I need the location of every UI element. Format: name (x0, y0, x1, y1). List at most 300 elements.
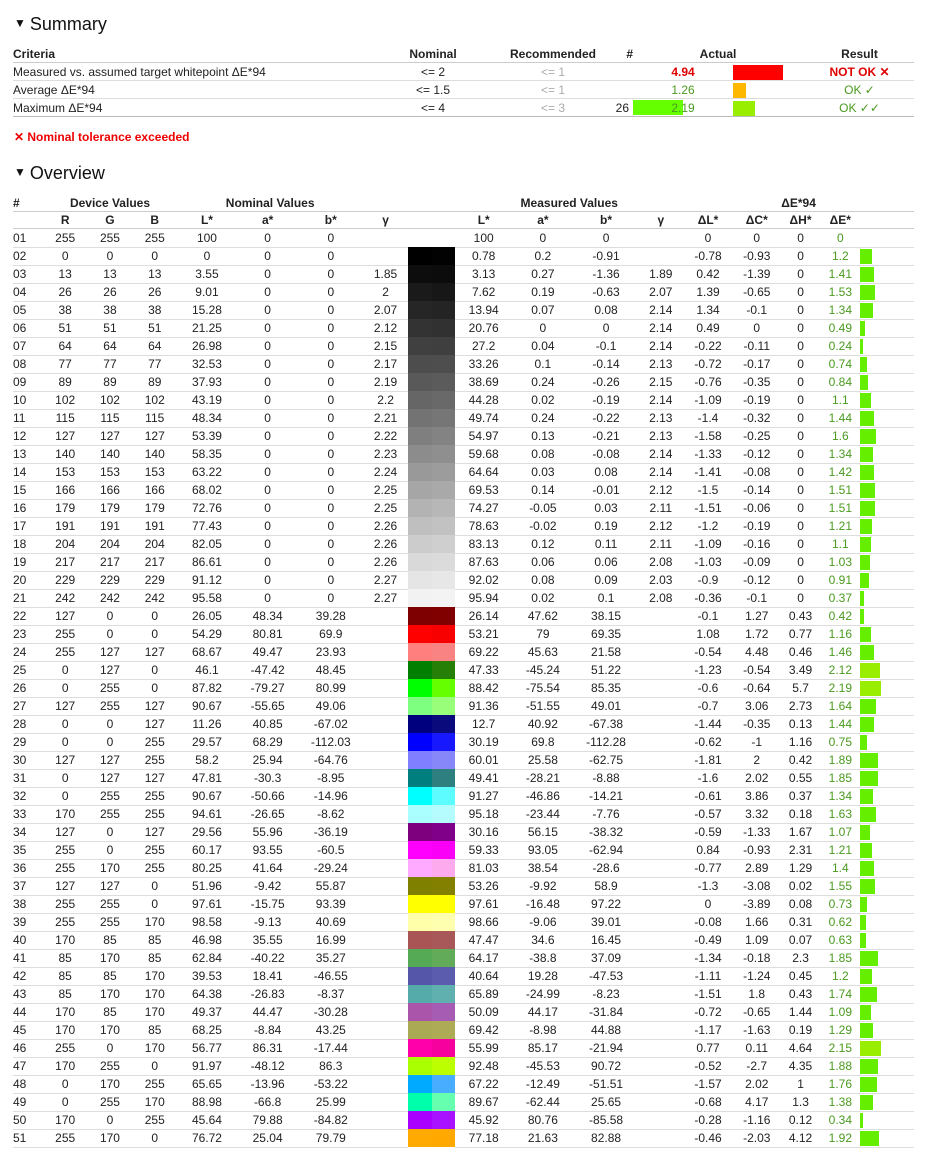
delta-E: 0.84 (820, 373, 860, 391)
measured-L: 7.62 (455, 283, 512, 301)
row-number: 42 (13, 967, 43, 985)
delta-e-bar-cell (860, 229, 914, 248)
measured-L: 50.09 (455, 1003, 512, 1021)
measured-a: -0.05 (512, 499, 574, 517)
collapse-triangle-icon: ▼ (14, 165, 26, 179)
measured-b: -8.23 (574, 985, 639, 1003)
overview-column-header-row (13, 212, 914, 229)
measured-gamma (638, 1039, 683, 1057)
nominal-b: 43.25 (298, 1021, 363, 1039)
nominal-b: 93.39 (298, 895, 363, 913)
measured-gamma (638, 769, 683, 787)
nominal-gamma: 2.21 (363, 409, 408, 427)
delta-H: 0 (781, 517, 821, 535)
nominal-gamma (363, 625, 408, 643)
summary-heading[interactable]: ▼ Summary (14, 14, 107, 34)
delta-E: 0.24 (820, 337, 860, 355)
nominal-gamma (363, 967, 408, 985)
nominal-swatch (408, 931, 432, 949)
delta-H: 0 (781, 409, 821, 427)
nominal-L: 91.97 (177, 1057, 237, 1075)
device-B: 255 (132, 1111, 177, 1129)
measured-b: -0.1 (574, 337, 639, 355)
device-G: 85 (88, 931, 133, 949)
delta-E: 0.75 (820, 733, 860, 751)
measured-swatch (432, 859, 456, 877)
device-R: 77 (43, 355, 88, 373)
delta-C: -0.65 (733, 1003, 781, 1021)
nominal-b: -64.76 (298, 751, 363, 769)
nominal-L: 32.53 (177, 355, 237, 373)
row-number: 25 (13, 661, 43, 679)
row-number: 12 (13, 427, 43, 445)
nominal-b: -17.44 (298, 1039, 363, 1057)
overview-row (13, 679, 914, 697)
delta-e-bar-cell (860, 787, 914, 805)
measured-gamma: 2.12 (638, 517, 683, 535)
nominal-b: 35.27 (298, 949, 363, 967)
device-B: 0 (132, 895, 177, 913)
measured-gamma (638, 229, 683, 248)
delta-L: -0.62 (683, 733, 733, 751)
delta-E: 0 (820, 229, 860, 248)
measured-L: 91.27 (455, 787, 512, 805)
nominal-L: 29.56 (177, 823, 237, 841)
delta-e-bar-cell (860, 913, 914, 931)
device-B: 127 (132, 823, 177, 841)
count-cell: 26 (603, 99, 633, 117)
nominal-a: -47.42 (237, 661, 299, 679)
delta-e-bar-cell (860, 1129, 914, 1147)
device-R: 153 (43, 463, 88, 481)
col-B: B (132, 212, 177, 229)
delta-e-bar (860, 609, 864, 624)
measured-gamma (638, 895, 683, 913)
nominal-b: -14.96 (298, 787, 363, 805)
device-B: 13 (132, 265, 177, 283)
device-B: 255 (132, 733, 177, 751)
measured-b: 58.9 (574, 877, 639, 895)
delta-e-bar-cell (860, 697, 914, 715)
delta-L: 1.34 (683, 301, 733, 319)
delta-e-bar (860, 1023, 872, 1038)
nominal-b: 86.3 (298, 1057, 363, 1075)
measured-swatch (432, 1111, 456, 1129)
delta-H: 0 (781, 319, 821, 337)
nominal-swatch (408, 679, 432, 697)
delta-e-bar-cell (860, 661, 914, 679)
count-cell (603, 81, 633, 99)
row-number: 45 (13, 1021, 43, 1039)
summary-row (13, 99, 914, 117)
device-R: 170 (43, 931, 88, 949)
measured-a: 38.54 (512, 859, 574, 877)
nominal-swatch (408, 337, 432, 355)
delta-H: 0 (781, 499, 821, 517)
delta-H: 0 (781, 229, 821, 248)
actual-bar-cell (733, 63, 783, 81)
measured-b: 0 (574, 229, 639, 248)
measured-L: 64.17 (455, 949, 512, 967)
nominal-L: 68.67 (177, 643, 237, 661)
nominal-a: 0 (237, 499, 299, 517)
delta-L: -1.11 (683, 967, 733, 985)
col-measured-a: a* (512, 212, 574, 229)
measured-b: -21.94 (574, 1039, 639, 1057)
overview-row (13, 463, 914, 481)
nominal-gamma (363, 805, 408, 823)
overview-heading[interactable]: ▼ Overview (14, 163, 105, 183)
nominal-gamma (363, 751, 408, 769)
actual-header: Actual (633, 45, 783, 63)
nominal-a: 0 (237, 409, 299, 427)
measured-a: -51.55 (512, 697, 574, 715)
nominal-a: -48.12 (237, 1057, 299, 1075)
device-G: 85 (88, 967, 133, 985)
overview-row (13, 1021, 914, 1039)
delta-e-bar (860, 951, 878, 966)
measured-b: -0.14 (574, 355, 639, 373)
delta-e-bar-cell (860, 643, 914, 661)
measured-a: 0.2 (512, 247, 574, 265)
delta-E: 1.88 (820, 1057, 860, 1075)
measured-swatch (432, 625, 456, 643)
measured-gamma (638, 787, 683, 805)
delta-H: 0 (781, 283, 821, 301)
nominal-a: 0 (237, 553, 299, 571)
nominal-gamma: 2.27 (363, 571, 408, 589)
nominal-gamma (363, 877, 408, 895)
measured-gamma (638, 931, 683, 949)
overview-row (13, 877, 914, 895)
delta-H: 0 (781, 265, 821, 283)
criteria-header: Criteria (13, 45, 363, 63)
delta-L: -1.41 (683, 463, 733, 481)
delta-e-bar (860, 1059, 878, 1074)
delta-C: 1.8 (733, 985, 781, 1003)
delta-E: 1.53 (820, 283, 860, 301)
nominal-header: Nominal (363, 45, 503, 63)
col-b: b* (298, 212, 363, 229)
delta-C: -0.16 (733, 535, 781, 553)
recommended-cell: <= 1 (503, 81, 603, 99)
nominal-a: 49.47 (237, 643, 299, 661)
device-R: 0 (43, 1093, 88, 1111)
device-G: 13 (88, 265, 133, 283)
measured-L: 3.13 (455, 265, 512, 283)
delta-e-bar-cell (860, 373, 914, 391)
delta-C: -0.1 (733, 301, 781, 319)
delta-e-bar (860, 1131, 878, 1146)
delta-E: 1.07 (820, 823, 860, 841)
nominal-b: -53.22 (298, 1075, 363, 1093)
nominal-b: 0 (298, 337, 363, 355)
delta-e-bar-cell (860, 337, 914, 355)
device-R: 0 (43, 787, 88, 805)
delta-E: 1.46 (820, 643, 860, 661)
delta-E: 0.34 (820, 1111, 860, 1129)
delta-L: 0 (683, 895, 733, 913)
row-number: 05 (13, 301, 43, 319)
device-B: 0 (132, 247, 177, 265)
device-B: 166 (132, 481, 177, 499)
delta-H: 0.08 (781, 895, 821, 913)
device-R: 127 (43, 877, 88, 895)
delta-C: -0.64 (733, 679, 781, 697)
device-R: 127 (43, 823, 88, 841)
nominal-a: 0 (237, 391, 299, 409)
row-number: 22 (13, 607, 43, 625)
delta-C: 2.02 (733, 769, 781, 787)
measured-a: -16.48 (512, 895, 574, 913)
delta-e-bar-cell (860, 319, 914, 337)
delta-e-bar (860, 753, 878, 768)
delta-C: 2.89 (733, 859, 781, 877)
delta-H: 3.49 (781, 661, 821, 679)
device-G: 127 (88, 661, 133, 679)
measured-a: -0.02 (512, 517, 574, 535)
delta-C: -0.12 (733, 445, 781, 463)
delta-E: 1.16 (820, 625, 860, 643)
overview-row (13, 247, 914, 265)
delta-L: -1.3 (683, 877, 733, 895)
nominal-a: 18.41 (237, 967, 299, 985)
delta-e-bar-cell (860, 1111, 914, 1129)
nominal-swatch (408, 535, 432, 553)
device-B: 170 (132, 1093, 177, 1111)
tolerance-warning: ✕ Nominal tolerance exceeded (14, 130, 190, 144)
row-number: 28 (13, 715, 43, 733)
delta-e-bar-cell (860, 571, 914, 589)
nominal-b: -67.02 (298, 715, 363, 733)
delta-e-bar-cell (860, 985, 914, 1003)
delta-e-bar-cell (860, 877, 914, 895)
delta-e-bar (860, 285, 875, 300)
measured-b: -8.88 (574, 769, 639, 787)
delta-E: 1.41 (820, 265, 860, 283)
device-G: 0 (88, 1111, 133, 1129)
nominal-a: 0 (237, 373, 299, 391)
nominal-L: 64.38 (177, 985, 237, 1003)
measured-gamma (638, 949, 683, 967)
overview-row (13, 535, 914, 553)
measured-gamma (638, 877, 683, 895)
device-B: 127 (132, 715, 177, 733)
nominal-gamma (363, 229, 408, 248)
nominal-gamma: 2.25 (363, 481, 408, 499)
device-R: 255 (43, 1039, 88, 1057)
measured-swatch (432, 463, 456, 481)
nominal-gamma (363, 985, 408, 1003)
nominal-L: 46.98 (177, 931, 237, 949)
nominal-L: 39.53 (177, 967, 237, 985)
delta-e-bar (860, 519, 872, 534)
device-R: 170 (43, 805, 88, 823)
delta-e-bar (860, 717, 874, 732)
nominal-swatch (408, 697, 432, 715)
delta-E: 0.49 (820, 319, 860, 337)
measured-b: 51.22 (574, 661, 639, 679)
measured-swatch (432, 715, 456, 733)
nominal-gamma (363, 1021, 408, 1039)
nominal-L: 91.12 (177, 571, 237, 589)
device-G: 170 (88, 949, 133, 967)
nominal-b: 0 (298, 553, 363, 571)
device-R: 0 (43, 1075, 88, 1093)
row-number: 37 (13, 877, 43, 895)
overview-row (13, 1003, 914, 1021)
measured-a: -8.98 (512, 1021, 574, 1039)
delta-H: 0.19 (781, 1021, 821, 1039)
delta-C: -0.93 (733, 841, 781, 859)
delta-H: 0 (781, 247, 821, 265)
delta-C: -0.11 (733, 337, 781, 355)
device-G: 0 (88, 1039, 133, 1057)
delta-e-bar-cell (860, 607, 914, 625)
nominal-swatch (408, 823, 432, 841)
device-B: 170 (132, 913, 177, 931)
device-G: 255 (88, 895, 133, 913)
nominal-a: 0 (237, 247, 299, 265)
delta-e-bar (860, 933, 866, 948)
measured-L: 100 (455, 229, 512, 248)
nominal-gamma: 2.22 (363, 427, 408, 445)
nominal-L: 0 (177, 247, 237, 265)
delta-e-bar (860, 735, 867, 750)
nominal-b: 0 (298, 229, 363, 248)
overview-row (13, 283, 914, 301)
nominal-a: 0 (237, 571, 299, 589)
delta-e-bar-cell (860, 841, 914, 859)
measured-L: 47.47 (455, 931, 512, 949)
nominal-a: 93.55 (237, 841, 299, 859)
measured-a: 34.6 (512, 931, 574, 949)
measured-values-header: Measured Values (455, 195, 683, 212)
delta-L: 0.42 (683, 265, 733, 283)
nominal-swatch (408, 571, 432, 589)
measured-L: 91.36 (455, 697, 512, 715)
device-B: 255 (132, 787, 177, 805)
device-B: 115 (132, 409, 177, 427)
row-number: 01 (13, 229, 43, 248)
device-B: 0 (132, 1129, 177, 1147)
delta-e-bar-cell (860, 949, 914, 967)
nominal-swatch (408, 913, 432, 931)
device-B: 170 (132, 1003, 177, 1021)
device-R: 191 (43, 517, 88, 535)
nominal-swatch (408, 859, 432, 877)
delta-C: -0.06 (733, 499, 781, 517)
row-number: 33 (13, 805, 43, 823)
overview-row (13, 715, 914, 733)
device-R: 127 (43, 427, 88, 445)
delta-C: -0.19 (733, 391, 781, 409)
delta-L: -0.72 (683, 355, 733, 373)
delta-e-bar (860, 879, 875, 894)
nominal-swatch (408, 967, 432, 985)
nominal-a: 0 (237, 337, 299, 355)
nominal-gamma (363, 1129, 408, 1147)
measured-swatch (432, 1021, 456, 1039)
delta-C: -0.12 (733, 571, 781, 589)
measured-L: 13.94 (455, 301, 512, 319)
row-number: 51 (13, 1129, 43, 1147)
delta-C: -0.09 (733, 553, 781, 571)
nominal-swatch (408, 1003, 432, 1021)
delta-e-bar-cell (860, 1039, 914, 1057)
measured-b: -0.26 (574, 373, 639, 391)
measured-a: -46.86 (512, 787, 574, 805)
measured-a: 80.76 (512, 1111, 574, 1129)
nominal-L: 26.05 (177, 607, 237, 625)
row-number: 15 (13, 481, 43, 499)
delta-C: 4.17 (733, 1093, 781, 1111)
device-B: 77 (132, 355, 177, 373)
device-G: 170 (88, 985, 133, 1003)
nominal-swatch (408, 1057, 432, 1075)
overview-row (13, 301, 914, 319)
nominal-b: -36.19 (298, 823, 363, 841)
nominal-L: 51.96 (177, 877, 237, 895)
nominal-b: 79.79 (298, 1129, 363, 1147)
device-B: 204 (132, 535, 177, 553)
device-R: 229 (43, 571, 88, 589)
delta-L: -1.03 (683, 553, 733, 571)
row-number: 10 (13, 391, 43, 409)
nominal-L: 58.35 (177, 445, 237, 463)
delta-e-bar-cell (860, 733, 914, 751)
delta-L: -0.36 (683, 589, 733, 607)
measured-swatch (432, 643, 456, 661)
nominal-b: -60.5 (298, 841, 363, 859)
overview-row (13, 751, 914, 769)
measured-b: -0.01 (574, 481, 639, 499)
row-number: 35 (13, 841, 43, 859)
device-B: 255 (132, 859, 177, 877)
nominal-a: -9.13 (237, 913, 299, 931)
nominal-b: -8.95 (298, 769, 363, 787)
overview-group-header-row (13, 195, 914, 212)
device-G: 170 (88, 1021, 133, 1039)
delta-e-bar (860, 483, 874, 498)
nominal-L: 80.25 (177, 859, 237, 877)
overview-row (13, 589, 914, 607)
nominal-swatch (408, 985, 432, 1003)
nominal-gamma (363, 733, 408, 751)
nominal-swatch (408, 895, 432, 913)
actual-bar-cell (733, 81, 783, 99)
overview-row (13, 319, 914, 337)
delta-e-header: ΔE*94 (683, 195, 914, 212)
criteria-cell: Average ΔE*94 (13, 81, 363, 99)
nominal-L: 88.98 (177, 1093, 237, 1111)
nominal-swatch (408, 1021, 432, 1039)
overview-row (13, 1039, 914, 1057)
measured-gamma: 1.89 (638, 265, 683, 283)
recommended-cell: <= 3 (503, 99, 603, 117)
measured-L: 49.41 (455, 769, 512, 787)
nominal-b: -8.62 (298, 805, 363, 823)
nominal-L: 29.57 (177, 733, 237, 751)
nominal-swatch (408, 877, 432, 895)
nominal-L: 54.29 (177, 625, 237, 643)
nominal-a: 0 (237, 463, 299, 481)
delta-e-bar (860, 627, 871, 642)
delta-C: -1.16 (733, 1111, 781, 1129)
delta-e-bar-cell (860, 553, 914, 571)
delta-H: 4.12 (781, 1129, 821, 1147)
device-R: 38 (43, 301, 88, 319)
